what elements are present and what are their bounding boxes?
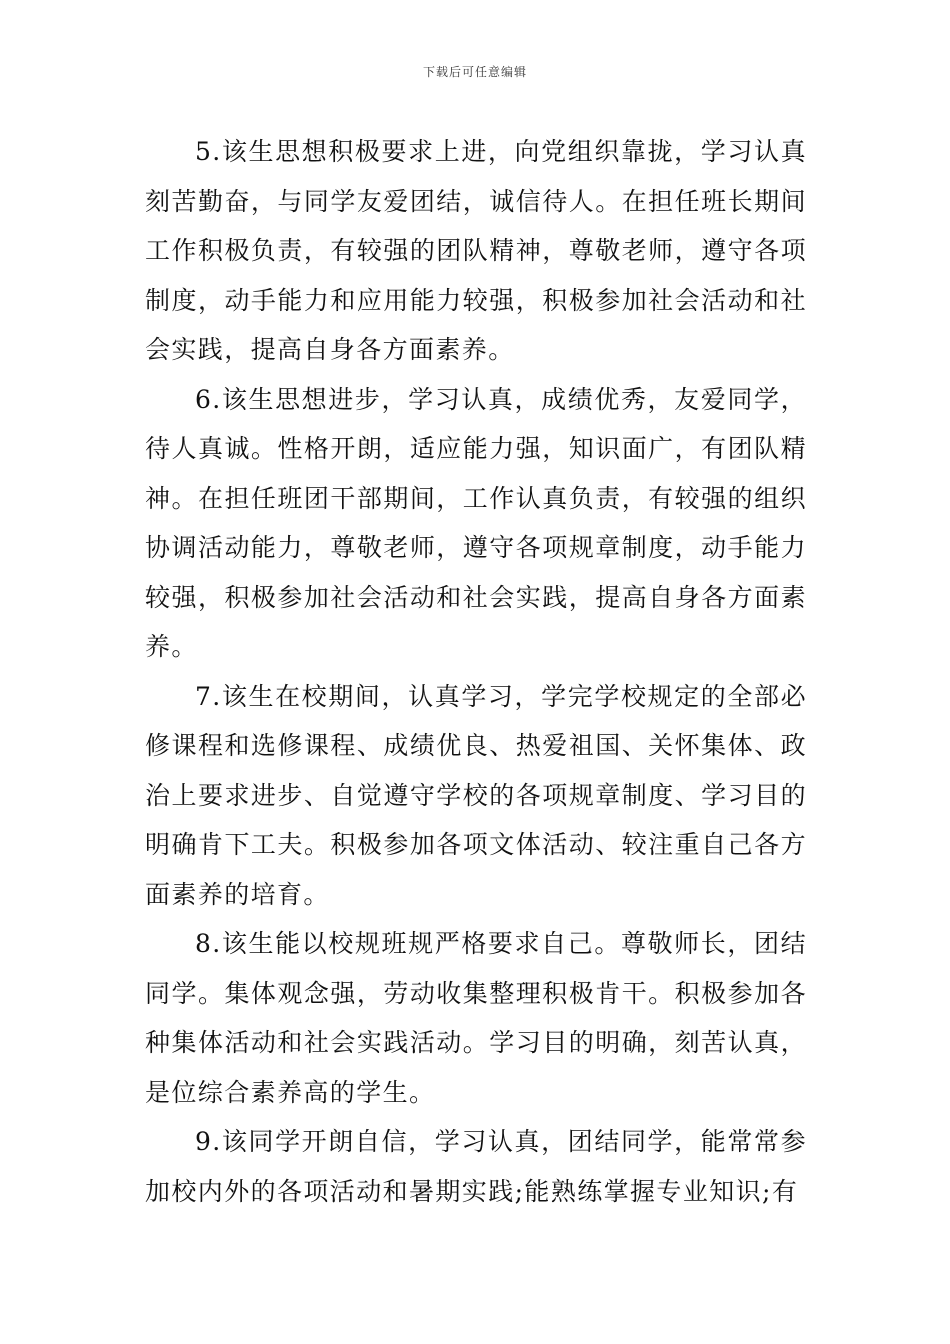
paragraph-9: 9.该同学开朗自信，学习认真，团结同学，能常常参加校内外的各项活动和暑期实践;能熟练掌握专业知识;有	[145, 1127, 807, 1206]
paragraph-8: 8.该生能以校规班规严格要求自己。尊敬师长，团结同学。集体观念强，劳动收集整理积极肯干。积极参加各种集体活动和社会实践活动。学习目的明确，刻苦认真，是位综合素养高的学生。	[145, 929, 807, 1107]
page-header: 下载后可任意编辑	[422, 65, 527, 79]
paragraph-7: 7.该生在校期间，认真学习，学完学校规定的全部必修课程和选修课程、成绩优良、热爱祖国、关怀集体、政治上要求进步、自觉遵守学校的各项规章制度、学习目的明确肯下工夫。积极参加各项文体活动、较注重自己各方面素养的培育。	[145, 681, 807, 909]
paragraph-6: 6.该生思想进步，学习认真，成绩优秀，友爱同学，待人真诚。性格开朗，适应能力强，知识面广，有团队精神。在担任班团干部期间，工作认真负责，有较强的组织协调活动能力，尊敬老师，遵守各项规章制度，动手能力较强，积极参加社会活动和社会实践，提高自身各方面素养。	[145, 384, 807, 661]
paragraph-5: 5.该生思想积极要求上进，向党组织靠拢，学习认真刻苦勤奋，与同学友爱团结，诚信待人。在担任班长期间工作积极负责，有较强的团队精神，尊敬老师，遵守各项制度，动手能力和应用能力较强，积极参加社会活动和社会实践，提高自身各方面素养。	[145, 137, 807, 364]
document-body	[145, 127, 807, 1216]
